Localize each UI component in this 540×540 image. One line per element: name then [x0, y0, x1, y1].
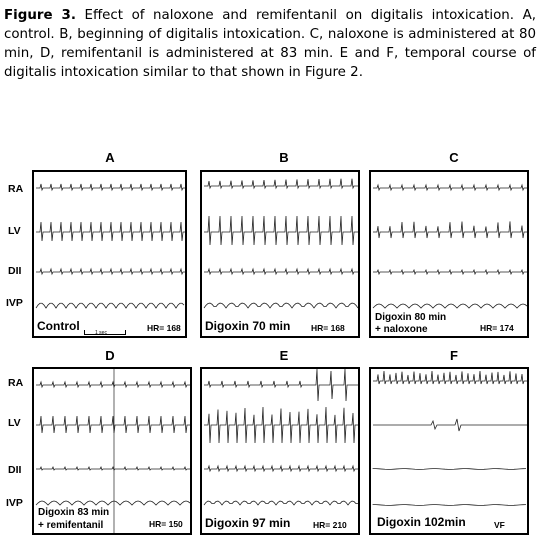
panel-d-label-line1: Digoxin 83 min [38, 507, 110, 518]
panel-e [200, 367, 360, 535]
row-label-ivp-top: IVP [6, 297, 23, 309]
panel-letter-c: C [449, 150, 459, 165]
panel-d-hr: HR= 150 [149, 519, 183, 529]
figure-caption [4, 6, 536, 82]
lv-trace [373, 419, 527, 431]
panel-a-traces [34, 172, 187, 338]
panel-b-label: Digoxin 70 min [205, 319, 291, 333]
ivp-trace [373, 304, 527, 308]
row-label-ra-bottom: RA [8, 377, 24, 389]
panel-letter-b: B [279, 150, 289, 165]
dii-trace [36, 467, 190, 470]
lv-trace [36, 416, 190, 433]
lv-trace [204, 216, 358, 245]
ivp-trace [204, 501, 358, 505]
ra-trace [204, 179, 358, 188]
panel-f-hr: VF [494, 520, 505, 530]
row-label-ra-top: RA [8, 183, 24, 195]
row-label-lv-bottom: LV [8, 417, 21, 429]
panel-d [32, 367, 192, 535]
dii-trace [373, 270, 527, 274]
ra-trace [204, 381, 312, 387]
ivp-trace [36, 303, 184, 308]
row-label-lv-top: LV [8, 225, 21, 237]
ivp-trace [373, 505, 526, 506]
ra-trace [36, 184, 185, 190]
ivp-trace [36, 501, 190, 505]
panel-c [369, 170, 529, 338]
lv-trace [373, 221, 527, 238]
panel-letter-f: F [450, 348, 458, 363]
ivp-trace [204, 303, 358, 308]
panel-e-hr: HR= 210 [313, 520, 347, 530]
panel-letter-d: D [105, 348, 115, 363]
lv-trace [36, 222, 185, 241]
panel-b-hr: HR= 168 [311, 323, 345, 333]
row-label-ivp-bottom: IVP [6, 497, 23, 509]
panel-d-label-line2: + remifentanil [38, 520, 104, 531]
ra-trace [373, 371, 527, 384]
dii-trace [204, 466, 358, 471]
panel-c-label-line2: + naloxone [375, 324, 428, 335]
panel-letter-a: A [105, 150, 115, 165]
lv-trace [204, 407, 358, 443]
ra-trace-burst [312, 369, 358, 401]
panel-a-label: Control [37, 319, 80, 333]
panel-f-traces [371, 369, 529, 535]
dii-trace [204, 269, 358, 274]
panel-c-hr: HR= 174 [480, 323, 514, 333]
figure-label: Figure 3. [4, 8, 76, 23]
panel-f-label: Digoxin 102min [377, 515, 466, 529]
panel-a-hr: HR= 168 [147, 323, 181, 333]
panel-letter-e: E [279, 348, 289, 363]
panel-a-scale-label: 1 sec [95, 330, 107, 336]
ra-trace [36, 382, 190, 387]
panel-c-label-line1: Digoxin 80 min [375, 312, 447, 323]
dii-trace [36, 269, 185, 274]
ra-trace [373, 185, 527, 190]
panel-b-traces [202, 172, 360, 338]
panel-e-traces [202, 369, 360, 535]
row-label-dii-top: DII [8, 265, 22, 277]
dii-trace [373, 469, 526, 470]
panel-e-label: Digoxin 97 min [205, 516, 291, 530]
caption-text: Effect of naloxone and remifentanil on digitalis intoxication. A, control. B, beginning of digitalis intoxication. C, naloxone is administered at 80 min, D, remifentanil is administered at 83 min. E and F, temporal course of digitalis intoxication similar to that shown in Figure 2. [4, 8, 537, 80]
panel-b [200, 170, 360, 338]
panel-f [369, 367, 529, 535]
panel-a [32, 170, 187, 338]
row-label-dii-bottom: DII [8, 464, 22, 476]
